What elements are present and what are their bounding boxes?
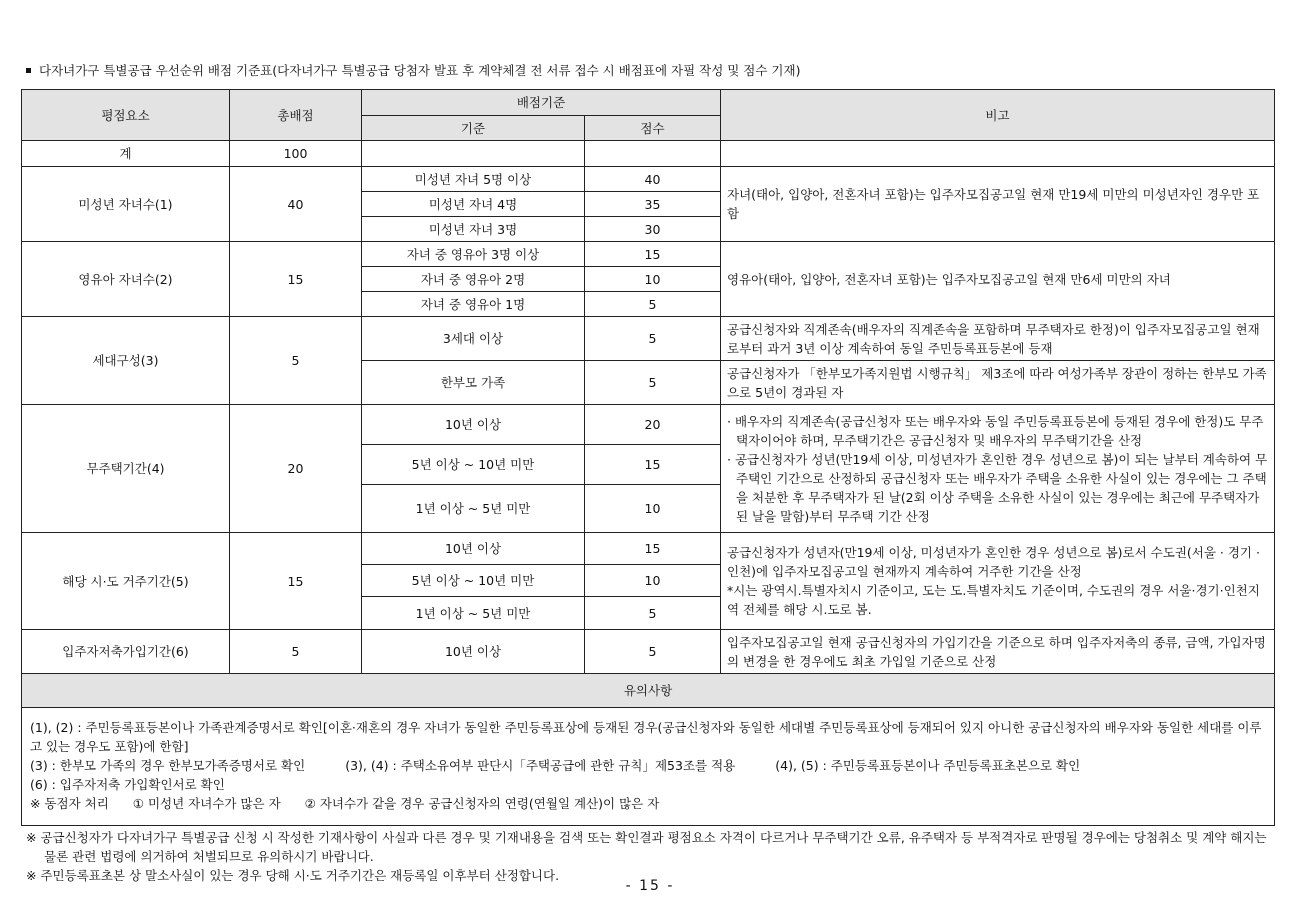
header-total: 총배점: [230, 90, 362, 141]
table-row: 미성년 자녀 3명 30: [22, 217, 1275, 242]
table-row: 한부모 가족 5 공급신청자가 「한부모가족지원법 시행규칙」 제3조에 따라 여성가족부 장관이 정하는 한부모 가족으로 5년이 경과된 자: [22, 361, 1275, 405]
remark-cell: 공급신청자와 직계존속(배우자의 직계존속을 포함하며 무주택자로 한정)이 입주자모집공고일 현재로부터 과거 3년 이상 계속하여 동일 주민등록표등본에 등재: [721, 317, 1275, 361]
note-line: (3) : 한부모 가족의 경우 한부모가족증명서로 확인 (3), (4) : 주택소유여부 판단시「주택공급에 관한 규칙」제53조를 적용 (4), (5) : 주민등록표등본이나 주민등록표초본으로 확인: [30, 758, 1081, 773]
total-row: 계 100: [22, 141, 1275, 167]
table-row: 영유아 자녀수(2) 15 자녀 중 영유아 3명 이상 15 영유아(태아, 입양아, 전혼자녀 포함)는 입주자모집공고일 현재 만6세 미만의 자녀: [22, 242, 1275, 267]
total-cell: 15: [230, 533, 362, 630]
factor-cell: 미성년 자녀수(1): [22, 167, 230, 242]
remark-cell: 공급신청자가 「한부모가족지원법 시행규칙」 제3조에 따라 여성가족부 장관이 정하는 한부모 가족으로 5년이 경과된 자: [721, 361, 1275, 405]
notes-body: [22, 708, 1275, 826]
table-heading: [22, 61, 1282, 79]
factor-cell: 세대구성(3): [22, 317, 230, 405]
table-row: 1년 이상 ~ 5년 미만 10: [22, 485, 1275, 533]
table-row: 미성년 자녀수(1) 40 미성년 자녀 5명 이상 40 자녀(태아, 입양아, 전혼자녀 포함)는 입주자모집공고일 현재 만19세 미만의 미성년자인 경우만 포함: [22, 167, 1275, 192]
note-line: (6) : 입주자저축 가입확인서로 확인: [30, 777, 225, 792]
total-cell: 20: [230, 405, 362, 533]
heading-text: 다자녀가구 특별공급 우선순위 배점 기준표(다자녀가구 특별공급 당첨자 발표 후 계약체결 전 서류 접수 시 배점표에 자필 작성 및 점수 기재): [39, 63, 801, 78]
factor-cell: 해당 시·도 거주기간(5): [22, 533, 230, 630]
table-row: 입주자저축가입기간(6) 5 10년 이상 5 입주자모집공고일 현재 공급신청자의 가입기간을 기준으로 하며 입주자저축의 종류, 금액, 가입자명의 변경을 한 경우에도 최초 가입일 기준으로 산정: [22, 630, 1275, 674]
header-factor: 평점요소: [22, 90, 230, 141]
total-cell: 5: [230, 630, 362, 674]
remark-cell: 자녀(태아, 입양아, 전혼자녀 포함)는 입주자모집공고일 현재 만19세 미만의 미성년자인 경우만 포함: [721, 167, 1275, 242]
header-points: 점수: [585, 116, 721, 141]
footnotes: [26, 828, 1280, 885]
total-cell: 5: [230, 317, 362, 405]
square-bullet-icon: [26, 68, 31, 73]
footnote: ※ 공급신청자가 다자녀가구 특별공급 신청 시 작성한 기재사항이 사실과 다른 경우 및 기재내용을 검색 또는 확인결과 평점요소 자격이 다르거나 무주택기간 오류, 유주택자 등 부적격자로 판명될 경우에는 당첨취소 및 계약 해지는 물론 관련 법령에 의거하여 처벌되므로 유의하시기 바랍니다.: [26, 830, 1267, 864]
header-remarks: 비고: [721, 90, 1275, 141]
table-row: 해당 시·도 거주기간(5) 15 10년 이상 15 공급신청자가 성년자(만19세 이상, 미성년자가 혼인한 경우 성년으로 봄)로서 수도권(서울 · 경기 · 인천)에 입주자모집공고일 현재까지 계속하여 거주한 기간을 산정 *시는 광역시.특별자치시 기준이고, 도는 도.특별자치도 기준이며, 수도권의 경우 서울·경기·인천지역 전체를 해당 시.도로 봄.: [22, 533, 1275, 565]
factor-cell: 영유아 자녀수(2): [22, 242, 230, 317]
priority-score-table: [21, 89, 1275, 826]
total-cell: 40: [230, 167, 362, 242]
table-row: 1년 이상 ~ 5년 미만 5: [22, 597, 1275, 630]
note-line: (1), (2) : 주민등록표등본이나 가족관계증명서로 확인[이혼·재혼의 경우 자녀가 동일한 주민등록표상에 등재된 경우(공급신청자와 동일한 세대별 주민등록표상에 등재되어 있지 아니한 공급신청자의 배우자와 동일한 세대를 이루고 있는 경우도 포함)에 한함]: [30, 720, 1262, 754]
header-criteria-group: 배점기준: [362, 90, 721, 116]
header-criteria: 기준: [362, 116, 585, 141]
factor-cell: 입주자저축가입기간(6): [22, 630, 230, 674]
factor-cell: 무주택기간(4): [22, 405, 230, 533]
notes-title: 유의사항: [22, 674, 1275, 708]
remark-cell: · 배우자의 직계존속(공급신청자 또는 배우자와 동일 주민등록표등본에 등재된 경우에 한정)도 무주택자이어야 하며, 무주택기간은 공급신청자 및 배우자의 무주택기간을 산정 · 공급신청자가 성년(만19세 이상, 미성년자가 혼인한 경우 성년으로 봄)이 되는 날부터 계속하여 무주택인 기간으로 산정하되 공급신청자 또는 배우자가 주택을 소유한 사실이 있는 경우에는 그 주택을 처분한 후 무주택자가 된 날(2회 이상 주택을 소유한 사실이 있는 경우에는 최근에 무주택자가 된 날을 말함)부터 무주택 기간 산정: [721, 405, 1275, 533]
table-row: 무주택기간(4) 20 10년 이상 20 · 배우자의 직계존속(공급신청자 또는 배우자와 동일 주민등록표등본에 등재된 경우에 한정)도 무주택자이어야 하며, 무주택기간은 공급신청자 및 배우자의 무주택기간을 산정 · 공급신청자가 성년(만19세 이상, 미성년자가 혼인한 경우 성년으로 봄)이 되는 날부터 계속하여 무주택인 기간으로 산정하되 공급신청자 또는 배우자가 주택을 소유한 사실이 있는 경우에는 그 주택을 처분한 후 무주택자가 된 날(2회 이상 주택을 소유한 사실이 있는 경우에는 최근에 무주택자가 된 날을 말함)부터 무주택 기간 산정: [22, 405, 1275, 445]
table-row: 자녀 중 영유아 1명 5: [22, 292, 1275, 317]
tiebreak-line: ※ 동점자 처리 ① 미성년 자녀수가 많은 자 ② 자녀수가 같을 경우 공급신청자의 연령(연월일 계산)이 많은 자: [30, 796, 660, 811]
table-row: 자녀 중 영유아 2명 10: [22, 267, 1275, 292]
table-row: 미성년 자녀 4명 35: [22, 192, 1275, 217]
table-row: 5년 이상 ~ 10년 미만 10: [22, 565, 1275, 597]
remark-cell: 영유아(태아, 입양아, 전혼자녀 포함)는 입주자모집공고일 현재 만6세 미만의 자녀: [721, 242, 1275, 317]
total-cell: 15: [230, 242, 362, 317]
remark-cell: 입주자모집공고일 현재 공급신청자의 가입기간을 기준으로 하며 입주자저축의 종류, 금액, 가입자명의 변경을 한 경우에도 최초 가입일 기준으로 산정: [721, 630, 1275, 674]
table-row: 5년 이상 ~ 10년 미만 15: [22, 445, 1275, 485]
table-row: 세대구성(3) 5 3세대 이상 5 공급신청자와 직계존속(배우자의 직계존속을 포함하며 무주택자로 한정)이 입주자모집공고일 현재로부터 과거 3년 이상 계속하여 동일 주민등록표등본에 등재: [22, 317, 1275, 361]
remark-cell: 공급신청자가 성년자(만19세 이상, 미성년자가 혼인한 경우 성년으로 봄)로서 수도권(서울 · 경기 · 인천)에 입주자모집공고일 현재까지 계속하여 거주한 기간을 산정 *시는 광역시.특별자치시 기준이고, 도는 도.특별자치도 기준이며, 수도권의 경우 서울·경기·인천지역 전체를 해당 시.도로 봄.: [721, 533, 1275, 630]
page-number: - 15 -: [625, 878, 675, 894]
footnote: ※ 주민등록표초본 상 말소사실이 있는 경우 당해 시·도 거주기간은 재등록일 이후부터 산정합니다.: [26, 868, 560, 883]
